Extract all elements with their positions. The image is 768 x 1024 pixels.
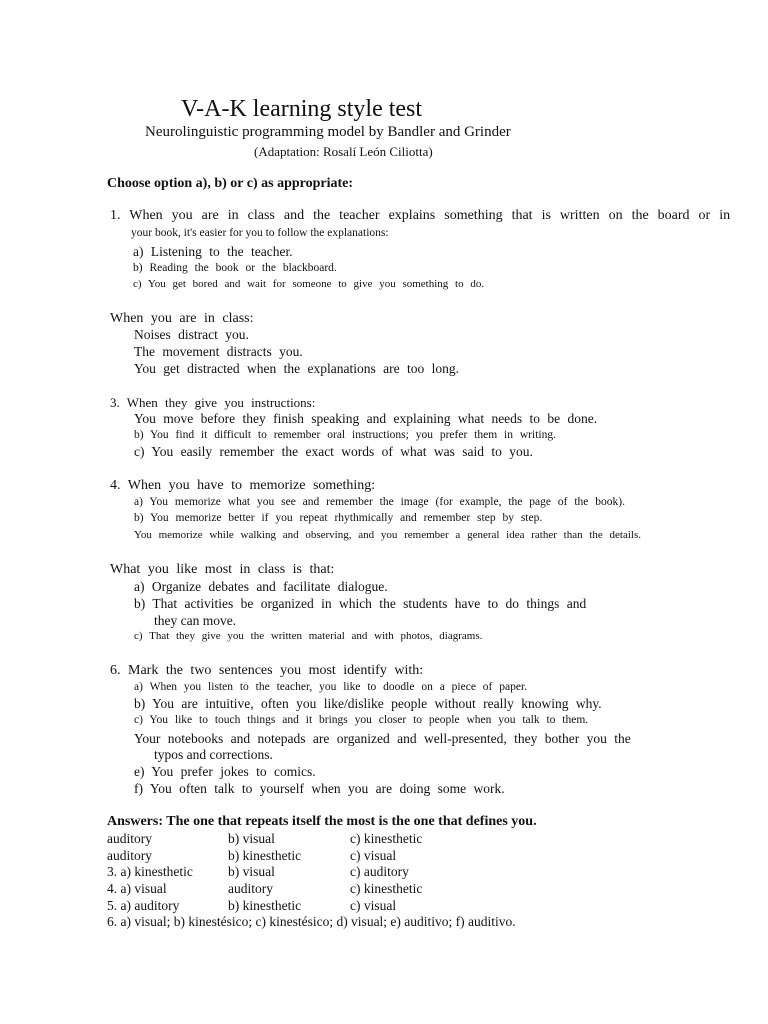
- question-4-option-c: You memorize while walking and observing, and you remember a general idea rather than the details.: [134, 529, 641, 541]
- answers-heading: Answers: The one that repeats itself the most is the one that defines you.: [107, 814, 537, 829]
- question-6-line-1: 6. Mark the two sentences you most identify with:: [110, 663, 424, 678]
- question-6-option-d-cont: typos and corrections.: [154, 747, 273, 762]
- question-4-option-a: a) You memorize what you see and remember the image (for example, the page of the book).: [134, 496, 625, 508]
- answer-1-a: auditory: [107, 831, 152, 846]
- question-2-line-1: When you are in class:: [110, 311, 254, 326]
- question-6-option-f: f) You often talk to yourself when you are doing some work.: [134, 781, 505, 796]
- question-5-option-c: c) That they give you the written material and with photos, diagrams.: [134, 630, 483, 642]
- question-2-option-b: The movement distracts you.: [134, 344, 303, 359]
- question-6-option-c: c) You like to touch things and it brings you closer to people when you talk to them.: [134, 714, 589, 726]
- question-4-line-1: 4. When you have to memorize something:: [110, 478, 376, 493]
- answer-5-b: b) kinesthetic: [228, 898, 302, 913]
- answer-5-c: c) visual: [350, 898, 397, 913]
- question-6-option-a: a) When you listen to the teacher, you like to doodle on a piece of paper.: [134, 681, 528, 693]
- question-3-option-c: c) You easily remember the exact words of what was said to you.: [134, 444, 533, 459]
- question-3-option-b: b) You find it difficult to remember oral instructions; you prefer them in writing.: [134, 429, 556, 441]
- answer-3-a: 3. a) kinesthetic: [107, 864, 193, 879]
- question-5-line-1: What you like most in class is that:: [110, 562, 335, 577]
- page-title: V-A-K learning style test: [181, 96, 423, 122]
- instruction: Choose option a), b) or c) as appropriate:: [107, 176, 354, 191]
- answer-1-b: b) visual: [228, 831, 275, 846]
- adaptation-credit: (Adaptation: Rosalí León Ciliotta): [254, 144, 433, 159]
- question-5-option-b-cont: they can move.: [154, 613, 237, 628]
- question-5-option-b: b) That activities be organized in which the students have to do things and: [134, 596, 587, 611]
- question-6-option-d: Your notebooks and notepads are organized and well-presented, they bother you the: [134, 731, 631, 746]
- question-5-option-a: a) Organize debates and facilitate dialogue.: [134, 579, 388, 594]
- answer-5-a: 5. a) auditory: [107, 898, 180, 913]
- answer-6: 6. a) visual; b) kinestésico; c) kinestésico; d) visual; e) auditivo; f) auditivo.: [107, 914, 516, 929]
- answer-4-b: auditory: [228, 881, 273, 896]
- question-1-option-a: a) Listening to the teacher.: [133, 244, 293, 259]
- answer-4-a: 4. a) visual: [107, 881, 167, 896]
- question-1-option-b: b) Reading the book or the blackboard.: [133, 262, 337, 274]
- question-4-option-b: b) You memorize better if you repeat rhythmically and remember step by step.: [134, 512, 543, 524]
- answer-3-b: b) visual: [228, 864, 275, 879]
- question-2-option-a: Noises distract you.: [134, 327, 249, 342]
- answer-1-c: c) kinesthetic: [350, 831, 423, 846]
- answer-2-b: b) kinesthetic: [228, 848, 302, 863]
- question-3-option-a: You move before they finish speaking and explaining what needs to be done.: [134, 411, 598, 426]
- question-2-option-c: You get distracted when the explanations are too long.: [134, 361, 459, 376]
- question-6-option-b: b) You are intuitive, often you like/dislike people without really knowing why.: [134, 696, 602, 711]
- subtitle: Neurolinguistic programming model by Bandler and Grinder: [145, 124, 511, 140]
- question-1-option-c: c) You get bored and wait for someone to give you something to do.: [133, 278, 485, 290]
- answer-2-c: c) visual: [350, 848, 397, 863]
- answer-2-a: auditory: [107, 848, 152, 863]
- question-3-line-1: 3. When they give you instructions:: [110, 395, 316, 410]
- answer-4-c: c) kinesthetic: [350, 881, 423, 896]
- question-6-option-e: e) You prefer jokes to comics.: [134, 764, 316, 779]
- answer-3-c: c) auditory: [350, 864, 409, 879]
- question-1-line-1: 1. When you are in class and the teacher explains something that is written on the board or in: [110, 208, 731, 223]
- question-1-line-2: your book, it's easier for you to follow the explanations:: [131, 227, 389, 239]
